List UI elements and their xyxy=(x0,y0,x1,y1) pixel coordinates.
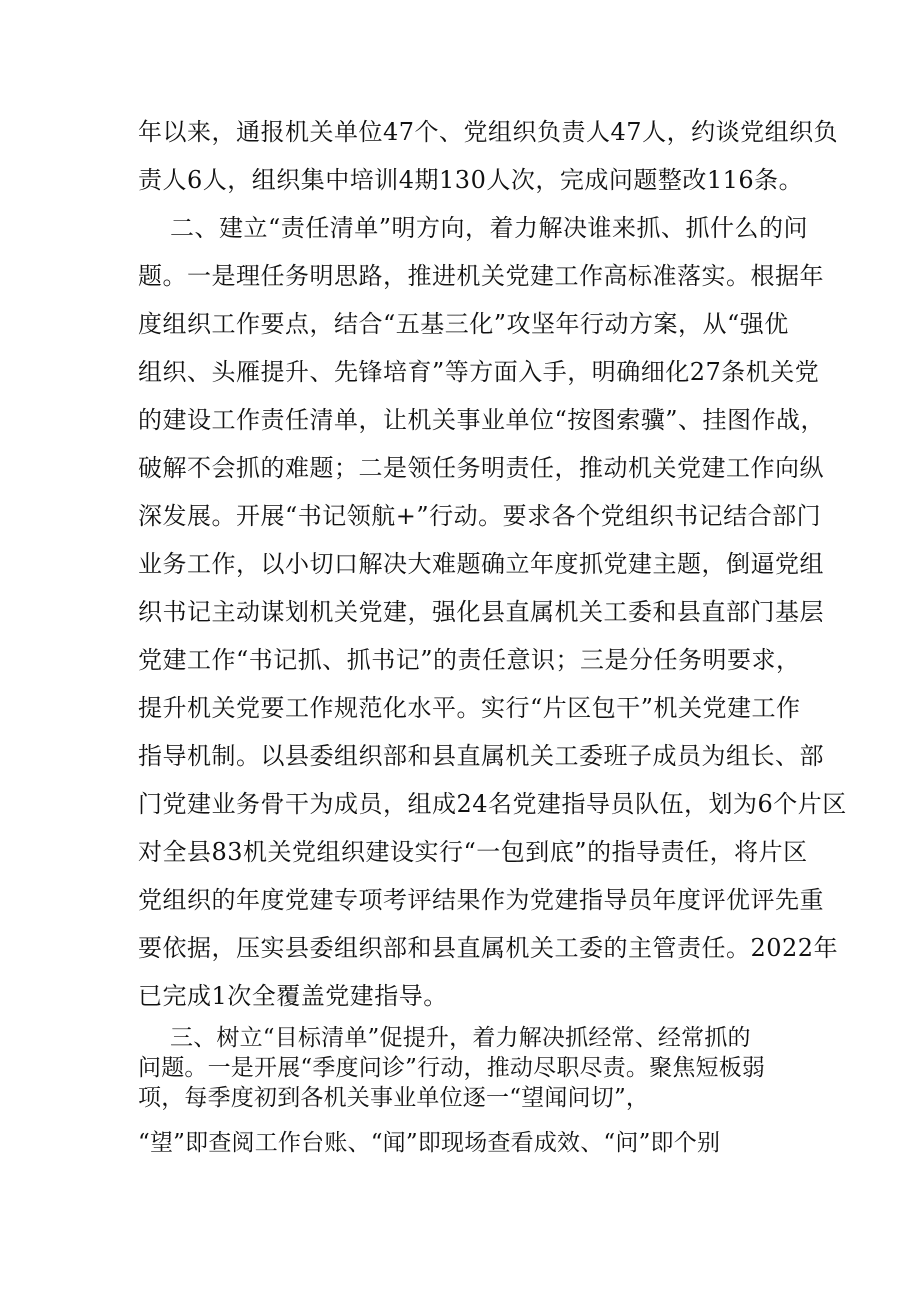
text-line-12: 党建工作“书记抓、抓书记”的责任意识；三是分任务明要求， xyxy=(138,646,801,674)
text-line-21: 问题。一是开展“季度问诊”行动，推动尽职尽责。聚焦短板弱 xyxy=(138,1055,766,1081)
text-line-22: 项，每季度初到各机关事业单位逐一“望闻问切”， xyxy=(138,1085,650,1111)
text-line-19: 已完成1次全覆盖党建指导。 xyxy=(138,982,448,1010)
text-line-18: 要依据，压实县委组织部和县直属机关工委的主管责任。2022年 xyxy=(138,934,839,962)
text-line-9: 深发展。开展“书记领航+”行动。要求各个党组织书记结合部门 xyxy=(138,502,822,530)
text-line-2: 责人6人，组织集中培训4期130人次，完成问题整改116条。 xyxy=(138,166,804,194)
text-line-15: 门党建业务骨干为成员，组成24名党建指导员队伍，划为6个片区 xyxy=(138,790,847,818)
text-line-14: 指导机制。以县委组织部和县直属机关工委班子成员为组长、部 xyxy=(138,742,824,770)
text-line-17: 党组织的年度党建专项考评结果作为党建指导员年度评优评先重 xyxy=(138,886,824,914)
text-line-16: 对全县83机关党组织建设实行“一包到底”的指导责任，将片区 xyxy=(138,838,808,866)
text-line-7: 的建设工作责任清单，让机关事业单位“按图索骥”、挂图作战， xyxy=(138,406,826,434)
text-line-1: 年以来，通报机关单位47个、党组织负责人47人，约谈党组织负 xyxy=(138,118,839,146)
text-line-11: 织书记主动谋划机关党建，强化县直属机关工委和县直部门基层 xyxy=(138,598,824,626)
text-line-13: 提升机关党要工作规范化水平。实行“片区包干”机关党建工作 xyxy=(138,694,801,722)
section-2-heading-line: 二、建立“责任清单”明方向，着力解决谁来抓、抓什么的问 xyxy=(170,214,809,242)
text-line-10: 业务工作，以小切口解决大难题确立年度抓党建主题，倒逼党组 xyxy=(138,550,824,578)
section-3-heading-line: 三、树立“目标清单”促提升，着力解决抓经常、经常抓的 xyxy=(170,1025,751,1051)
text-line-23: “望”即查阅工作台账、“闻”即现场查看成效、“问”即个别 xyxy=(138,1130,721,1156)
text-line-5: 度组织工作要点，结合“五基三化”攻坚年行动方案，从“强优 xyxy=(138,310,789,338)
text-line-4: 题。一是理任务明思路，推进机关党建工作高标准落实。根据年 xyxy=(138,262,824,290)
text-line-6: 组织、头雁提升、先锋培育”等方面入手，明确细化27条机关党 xyxy=(138,358,820,386)
text-line-8: 破解不会抓的难题；二是领任务明责任，推动机关党建工作向纵 xyxy=(138,454,824,482)
